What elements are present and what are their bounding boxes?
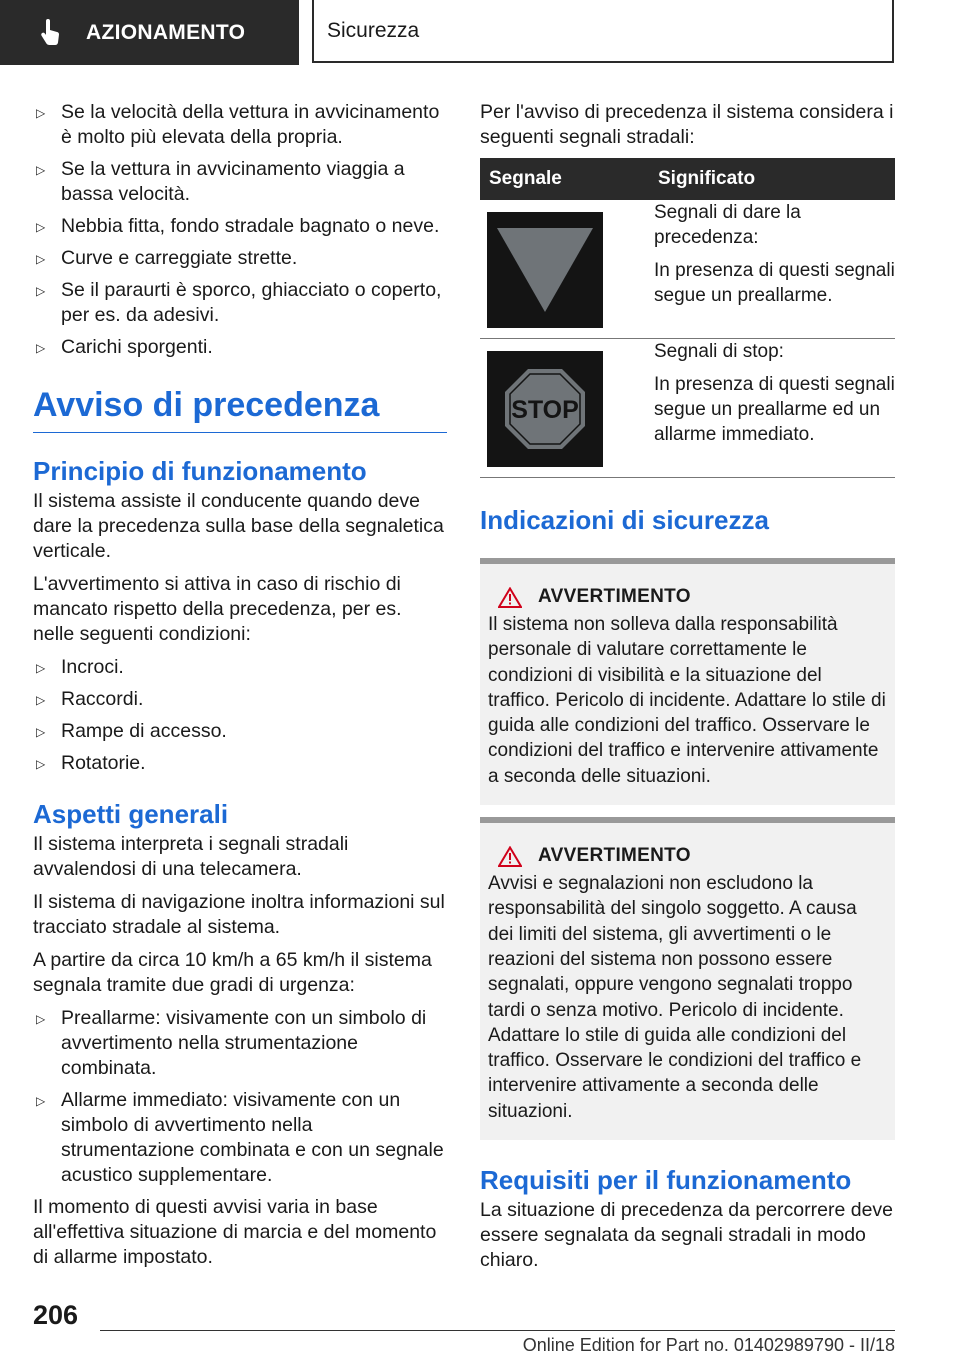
section-heading: Avviso di precedenza <box>33 380 447 433</box>
subheading-safety: Indicazioni di sicurezza <box>480 505 769 535</box>
footer-divider <box>100 1330 895 1331</box>
chapter-tab <box>0 0 299 65</box>
sign-meaning-text: In presenza di questi segnali segue un preallarme ed un allarme immediato. <box>654 374 895 445</box>
subheading-principle: Principio di funzionamento <box>33 456 367 486</box>
left-column <box>33 100 447 1278</box>
paragraph: A partire da circa 10 km/h a 65 km/h il sistema segnala tramite due gradi di urgenza: <box>33 949 432 996</box>
list-item: ▷ Rotatorie. <box>33 751 447 776</box>
warning-text: Avvisi e segnalazioni non escludono la responsabilità del singolo soggetto. A causa dei limiti del sistema, gli avvertimenti o le reazioni del sistema non possono essere segnalati, oppure vengono segnalati troppo tardi o senza motivo. Pericolo di incidente. Adattare lo stile di guida alle condizioni del traffico. Osservare le condizioni del traffico e intervenire attivamente a seconda delle situazioni. <box>488 873 862 1122</box>
paragraph: Il momento di questi avvisi varia in base all'effettiva situazione di marcia e del momento di allarme impostato. <box>33 1196 437 1268</box>
warning-triangle-icon <box>498 846 522 867</box>
section-title-box <box>312 0 894 63</box>
table-row <box>480 339 895 478</box>
warning-title: AVVERTIMENTO <box>538 845 691 867</box>
warning-triangle-icon <box>498 587 522 608</box>
table-cell <box>654 339 895 478</box>
chapter-title: AZIONAMENTO <box>86 20 246 44</box>
yield-sign-icon <box>487 212 603 328</box>
list-item: ▷ Incroci. <box>33 655 447 680</box>
triangle-bullet-icon: ▷ <box>36 661 46 675</box>
list-item: ▷ Rampe di accesso. <box>33 719 447 744</box>
paragraph: Il sistema interpreta i segnali stradali avvalendosi di una telecamera. <box>33 833 349 880</box>
list-item: ▷ Allarme immediato: visivamente con un simbolo di avvertimento nella strumentazione combinata e con un segnale acustico supplementare. <box>36 1089 444 1186</box>
signs-table <box>480 158 895 478</box>
table-cell <box>480 339 654 478</box>
urgency-list <box>33 1006 447 1188</box>
paragraph: L'avvertimento si attiva in caso di rischio di mancato rispetto della precedenza, per es. nelle seguenti condizioni: <box>33 573 402 645</box>
list-item: ▷ Nebbia fitta, fondo stradale bagnato o neve. <box>33 214 447 239</box>
right-column <box>480 100 895 1281</box>
triangle-bullet-icon: ▷ <box>36 252 46 266</box>
triangle-bullet-icon: ▷ <box>36 1094 46 1108</box>
table-header-row <box>480 158 895 200</box>
warning-text: Il sistema non solleva dalla responsabilità personale di valutare correttamente le condizioni di visibilità e la situazione del traffico. Pericolo di incidente. Adattare lo stile di guida alle condizioni del traffico. Osservare le condizioni del traffico e intervenire attivamente a seconda delle situazioni. <box>488 614 886 787</box>
triangle-bullet-icon: ▷ <box>36 725 46 739</box>
triangle-bullet-icon: ▷ <box>36 163 46 177</box>
table-cell <box>480 200 654 339</box>
warning-box <box>480 817 895 1140</box>
list-item: ▷ Carichi sporgenti. <box>33 335 447 360</box>
triangle-bullet-icon: ▷ <box>36 1012 46 1026</box>
triangle-bullet-icon: ▷ <box>36 284 46 298</box>
list-item: ▷ Preallarme: visivamente con un simbolo di avvertimento nella strumentazione combinata. <box>36 1007 427 1079</box>
warning-box <box>480 558 895 805</box>
edition-note: Online Edition for Part no. 01402989790 - II/18 <box>522 1335 895 1355</box>
column-header: Significato <box>654 158 895 200</box>
subheading-general: Aspetti generali <box>33 799 229 829</box>
list-item: ▷ Raccordi. <box>33 687 447 712</box>
list-item: ▷ Se la velocità della vettura in avvicinamento è molto più elevata della propria. <box>36 101 440 148</box>
warning-header <box>488 845 887 867</box>
list-item: ▷ Curve e carreggiate strette. <box>33 246 447 271</box>
warning-title: AVVERTIMENTO <box>538 586 691 607</box>
stop-sign-text: STOP <box>511 396 579 424</box>
paragraph: Il sistema di navigazione inoltra informazioni sul tracciato stradale al sistema. <box>33 891 445 938</box>
paragraph: La situazione di precedenza da percorrere deve essere segnalata da segnali stradali in modo chiaro. <box>480 1199 894 1272</box>
table-row <box>480 200 895 339</box>
list-item: ▷ Se il paraurti è sporco, ghiacciato o coperto, per es. da adesivi. <box>36 279 442 326</box>
table-cell <box>654 200 895 339</box>
triangle-bullet-icon: ▷ <box>36 106 46 120</box>
sign-meaning-title: Segnali di stop: <box>654 341 784 362</box>
triangle-bullet-icon: ▷ <box>36 757 46 771</box>
section-title: Sicurezza <box>327 18 420 42</box>
situations-list <box>33 655 447 776</box>
warning-header <box>488 586 887 608</box>
page-number: 206 <box>33 1300 79 1330</box>
paragraph: Per l'avviso di precedenza il sistema considera i seguenti segnali stradali: <box>480 101 894 148</box>
hand-pointer-icon <box>40 19 60 47</box>
subheading-requirements: Requisiti per il funzionamento <box>480 1165 852 1196</box>
stop-sign-icon <box>487 351 603 467</box>
column-header: Segnale <box>480 158 654 200</box>
paragraph: Il sistema assiste il conducente quando deve dare la precedenza sulla base della segnaletica verticale. <box>33 490 444 562</box>
triangle-bullet-icon: ▷ <box>36 341 46 355</box>
sign-meaning-title: Segnali di dare la precedenza: <box>654 202 801 248</box>
list-item: ▷ Se la vettura in avvicinamento viaggia a bassa velocità. <box>36 158 405 205</box>
triangle-bullet-icon: ▷ <box>36 220 46 234</box>
sign-meaning-text: In presenza di questi segnali segue un preallarme. <box>654 260 895 306</box>
triangle-bullet-icon: ▷ <box>36 693 46 707</box>
conditions-list <box>33 100 447 360</box>
